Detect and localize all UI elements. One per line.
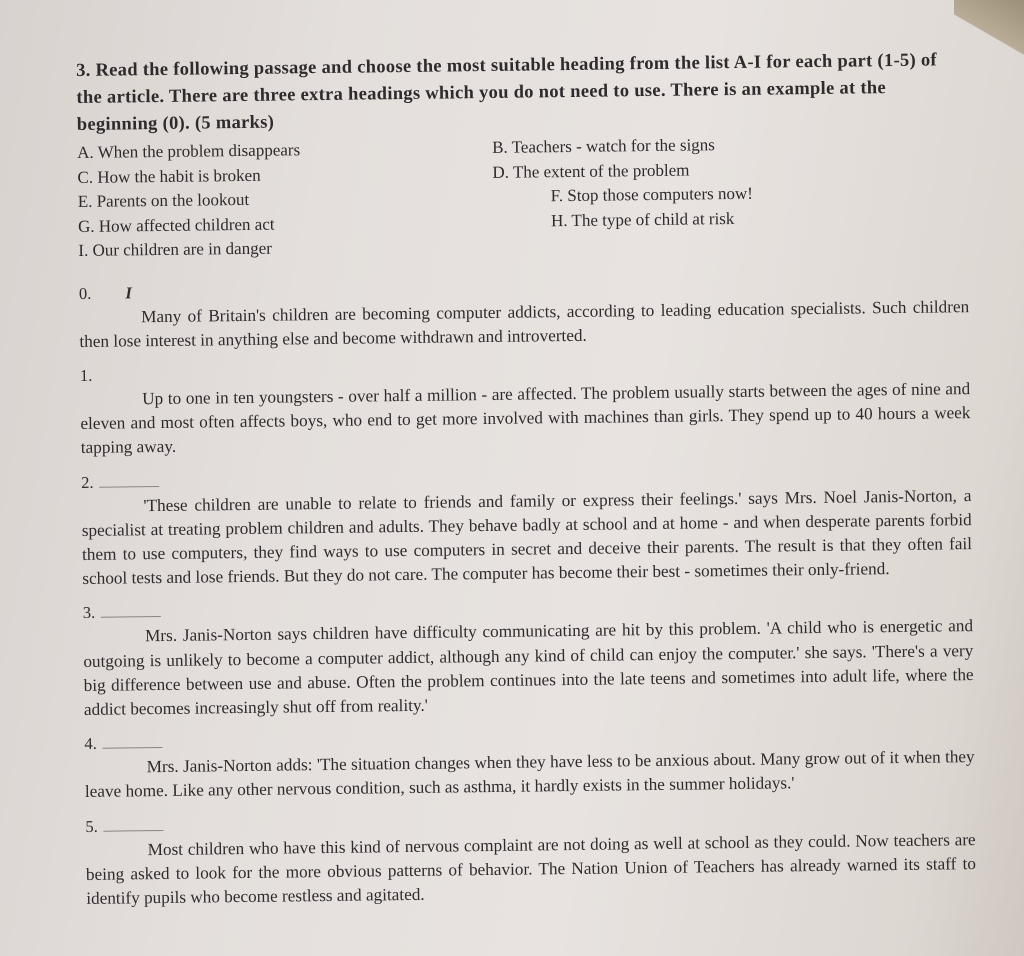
section-0-text: Many of Britain's children are becoming computer addicts, according to leading education specialists. Such children then lose interest in anything else and become withdrawn and introverted.	[79, 296, 970, 351]
answer-blank-3[interactable]	[101, 615, 161, 618]
example-label: 0.	[78, 283, 92, 303]
answer-blank-2[interactable]	[100, 485, 160, 488]
section-5-text: Most children who have this kind of nervous complaint are not doing as well at school as they could. Now teachers are being asked to look for the more obvious patterns of behavior. The Nation Union of Teachers has already warned its staff to identify pupils who become restless and agitated.	[85, 829, 977, 908]
heading-d: D. The extent of the problem	[492, 160, 690, 182]
example-answer: I	[125, 282, 132, 302]
task-instruction: 3. Read the following passage and choose the most suitable heading from the list A-I for each part (1-5) of the article. There are three extra headings which you do not need to use. There is an example at the beginning (0). (5 marks)	[76, 50, 938, 135]
heading-c: C. How the habit is broken	[77, 165, 261, 187]
section-1-label: 1.	[79, 365, 93, 385]
heading-e: E. Parents on the lookout	[77, 189, 250, 211]
answer-blank-5[interactable]	[104, 829, 164, 832]
heading-f: F. Stop those computers now!	[550, 183, 753, 206]
heading-g: G. How affected children act	[77, 214, 275, 236]
section-4-text: Mrs. Janis-Norton adds: 'The situation changes when they have less to be anxious about. Many grow out of it when they leave home. Like any other nervous condition, such as asthma, it hardly exists in the summer holidays.'	[84, 747, 975, 802]
section-2-text: 'These children are unable to relate to friends and family or express their feelings.' says Mrs. Noel Janis-Norton, a specialist at treating problem children and adults. They behave badly at school and at home - and when desperate parents forbid them to use computers, they find ways to use computers in secret and deceive their parents. The result is that they often fail school tests and lose friends. But they do not care. The computer has become their best - sometimes their only-friend.	[81, 485, 973, 589]
section-2-label: 2.	[81, 472, 94, 492]
section-3-label: 3.	[82, 603, 96, 623]
section-1-text: Up to one in ten youngsters - over half a million - are affected. The problem usually starts between the ages of nine and eleven and most often affects boys, who end to get more involved with machines than girls. They spend up to 40 hours a week tapping away.	[80, 379, 971, 458]
section-4-label: 4.	[84, 733, 97, 754]
heading-a: A. When the problem disappears	[77, 140, 301, 162]
heading-b: B. Teachers - watch for the signs	[492, 135, 715, 157]
heading-i: I. Our children are in danger	[78, 238, 272, 260]
exercise	[76, 47, 976, 911]
section-5-label: 5.	[85, 816, 98, 836]
heading-h: H. The type of child at risk	[550, 208, 735, 230]
section-3-text: Mrs. Janis-Norton says children have difficulty communicating are hit by this problem. 'A child who is energetic and outgoing is unlikely to become a computer addict, although any kind of child can enjoy the computer.' she says. 'There's a very big difference between use and abuse. Often the problem continues into the late teens and sometimes into adult life, where the addict becomes increasingly shut off from reality.'	[83, 616, 974, 719]
heading-list	[77, 130, 968, 263]
answer-blank-4[interactable]	[103, 746, 163, 749]
